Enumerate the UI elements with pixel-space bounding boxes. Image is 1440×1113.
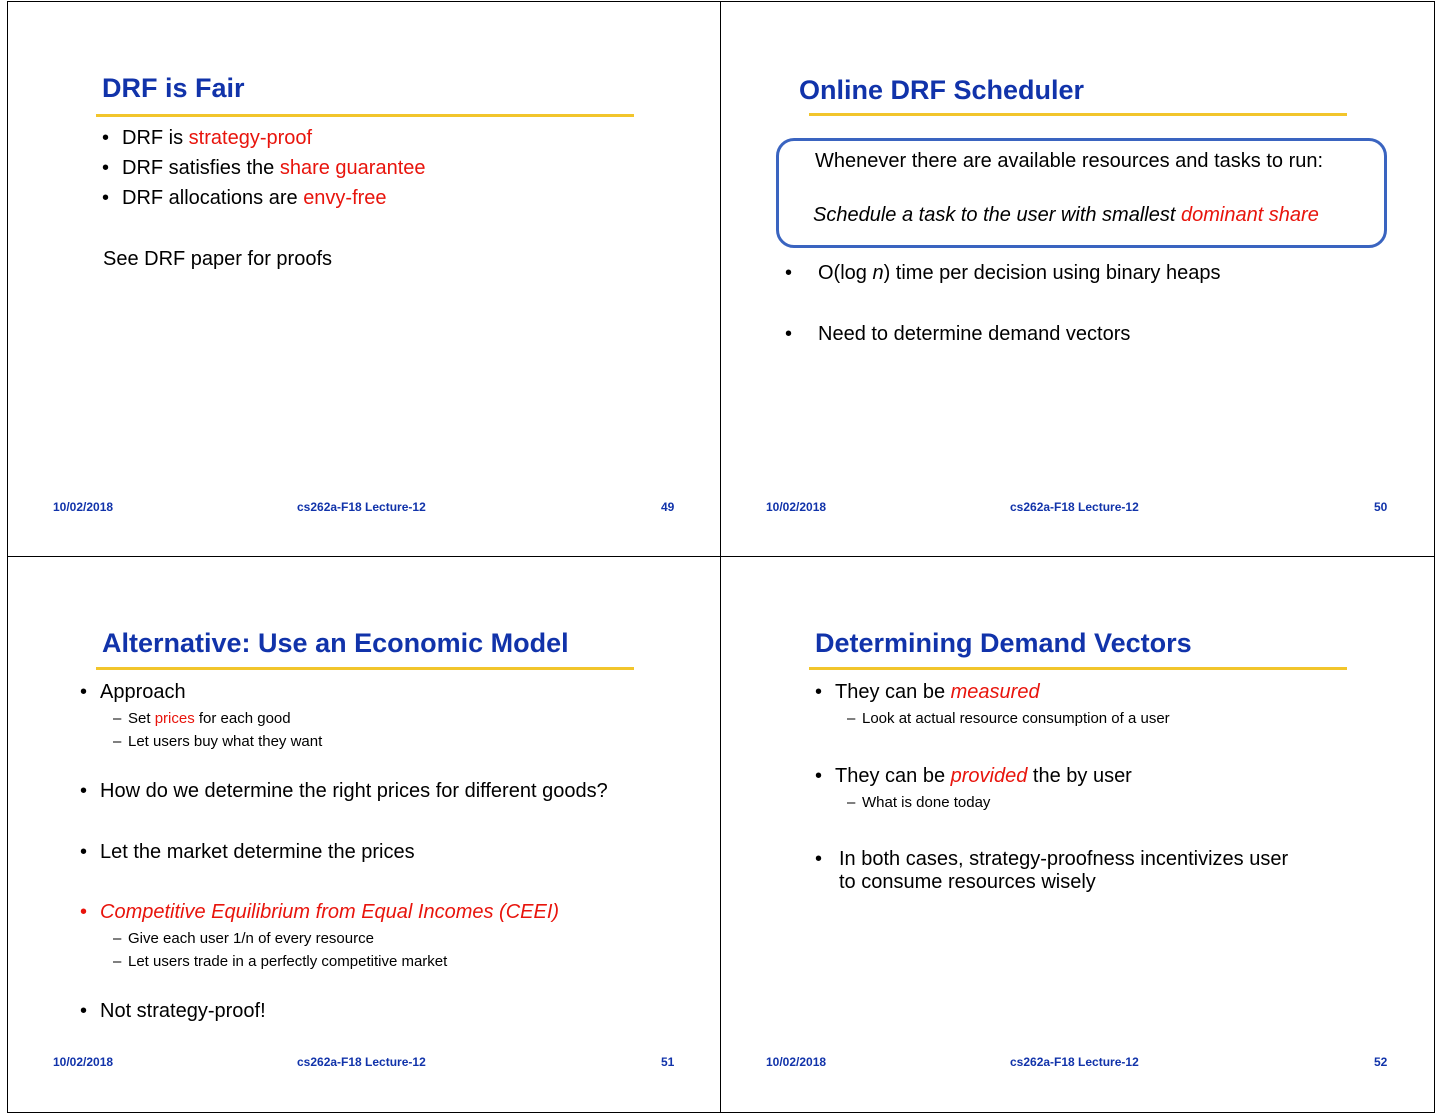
dash-icon: – <box>113 930 122 947</box>
bullet-item: • DRF satisfies the share guarantee <box>102 157 426 179</box>
bullet-item: • They can be measured <box>815 681 1040 703</box>
slide-note: See DRF paper for proofs <box>103 248 332 270</box>
bullet-item: • DRF is strategy-proof <box>102 127 313 149</box>
dash-icon: – <box>113 733 122 750</box>
footer-date: 10/02/2018 <box>766 500 827 514</box>
slide-title: Alternative: Use an Economic Model <box>102 628 569 658</box>
bullet-item: • Need to determine demand vectors <box>785 323 1131 345</box>
footer-page-number: 49 <box>661 500 675 514</box>
bullet-icon: • <box>80 841 88 863</box>
slide-title: DRF is Fair <box>102 73 245 103</box>
footer-page-number: 52 <box>1374 1055 1388 1069</box>
box-line-1: Whenever there are available resources and tasks to run: <box>815 150 1324 172</box>
footer-page-number: 50 <box>1374 500 1388 514</box>
sub-bullet: – Set prices for each good <box>113 710 291 727</box>
footer-date: 10/02/2018 <box>53 500 114 514</box>
bullet-item: • How do we determine the right prices for different goods? <box>80 780 608 802</box>
sub-bullet: – Let users trade in a perfectly competitive market <box>113 953 448 970</box>
bullet-icon: • <box>102 157 110 179</box>
title-underline <box>809 667 1347 670</box>
slide-51 <box>7 556 721 1113</box>
bullet-icon: • <box>102 187 110 209</box>
title-underline <box>96 667 634 670</box>
footer-course: cs262a-F18 Lecture-12 <box>297 500 426 514</box>
footer-course: cs262a-F18 Lecture-12 <box>297 1055 426 1069</box>
sub-bullet: – Give each user 1/n of every resource <box>113 930 374 947</box>
sub-bullet: – What is done today <box>847 794 991 811</box>
slide-52 <box>720 556 1435 1113</box>
bullet-icon: • <box>80 681 88 703</box>
bullet-icon: • <box>80 1000 88 1022</box>
bullet-item: • DRF allocations are envy-free <box>102 187 387 209</box>
bullet-item: • Approach <box>80 681 186 703</box>
title-underline <box>96 114 634 117</box>
dash-icon: – <box>847 794 856 811</box>
sub-bullet: – Look at actual resource consumption of a user <box>847 710 1170 727</box>
bullet-icon: • <box>815 681 823 703</box>
bullet-icon: • <box>815 848 823 870</box>
dash-icon: – <box>113 710 122 727</box>
bullet-icon: • <box>815 765 823 787</box>
slide-49 <box>7 1 721 557</box>
footer-date: 10/02/2018 <box>53 1055 114 1069</box>
slide-title: Determining Demand Vectors <box>815 628 1192 658</box>
bullet-icon: • <box>785 262 793 284</box>
footer-course: cs262a-F18 Lecture-12 <box>1010 1055 1139 1069</box>
footer-course: cs262a-F18 Lecture-12 <box>1010 500 1139 514</box>
bullet-icon: • <box>785 323 793 345</box>
bullet-item: • Let the market determine the prices <box>80 841 415 863</box>
footer-date: 10/02/2018 <box>766 1055 827 1069</box>
sub-bullet: – Let users buy what they want <box>113 733 323 750</box>
box-line-2: Schedule a task to the user with smallest dominant share <box>813 204 1319 226</box>
bullet-icon: • <box>102 127 110 149</box>
bullet-icon: • <box>80 780 88 802</box>
bullet-item: • Not strategy-proof! <box>80 1000 266 1022</box>
bullet-item: • O(log n) time per decision using binary heaps <box>785 262 1221 284</box>
bullet-icon: • <box>80 901 88 923</box>
bullet-item: • They can be provided the by user <box>815 765 1132 787</box>
dash-icon: – <box>847 710 856 727</box>
bullet-item: • In both cases, strategy-proofness incentivizes user <box>815 848 1289 870</box>
title-underline <box>809 113 1347 116</box>
slide-title: Online DRF Scheduler <box>799 75 1085 105</box>
footer-page-number: 51 <box>661 1055 675 1069</box>
bullet-item-continuation: to consume resources wisely <box>839 871 1096 893</box>
dash-icon: – <box>113 953 122 970</box>
bullet-item-ceei: • Competitive Equilibrium from Equal Incomes (CEEI) <box>80 901 560 923</box>
slide-50 <box>720 1 1435 557</box>
